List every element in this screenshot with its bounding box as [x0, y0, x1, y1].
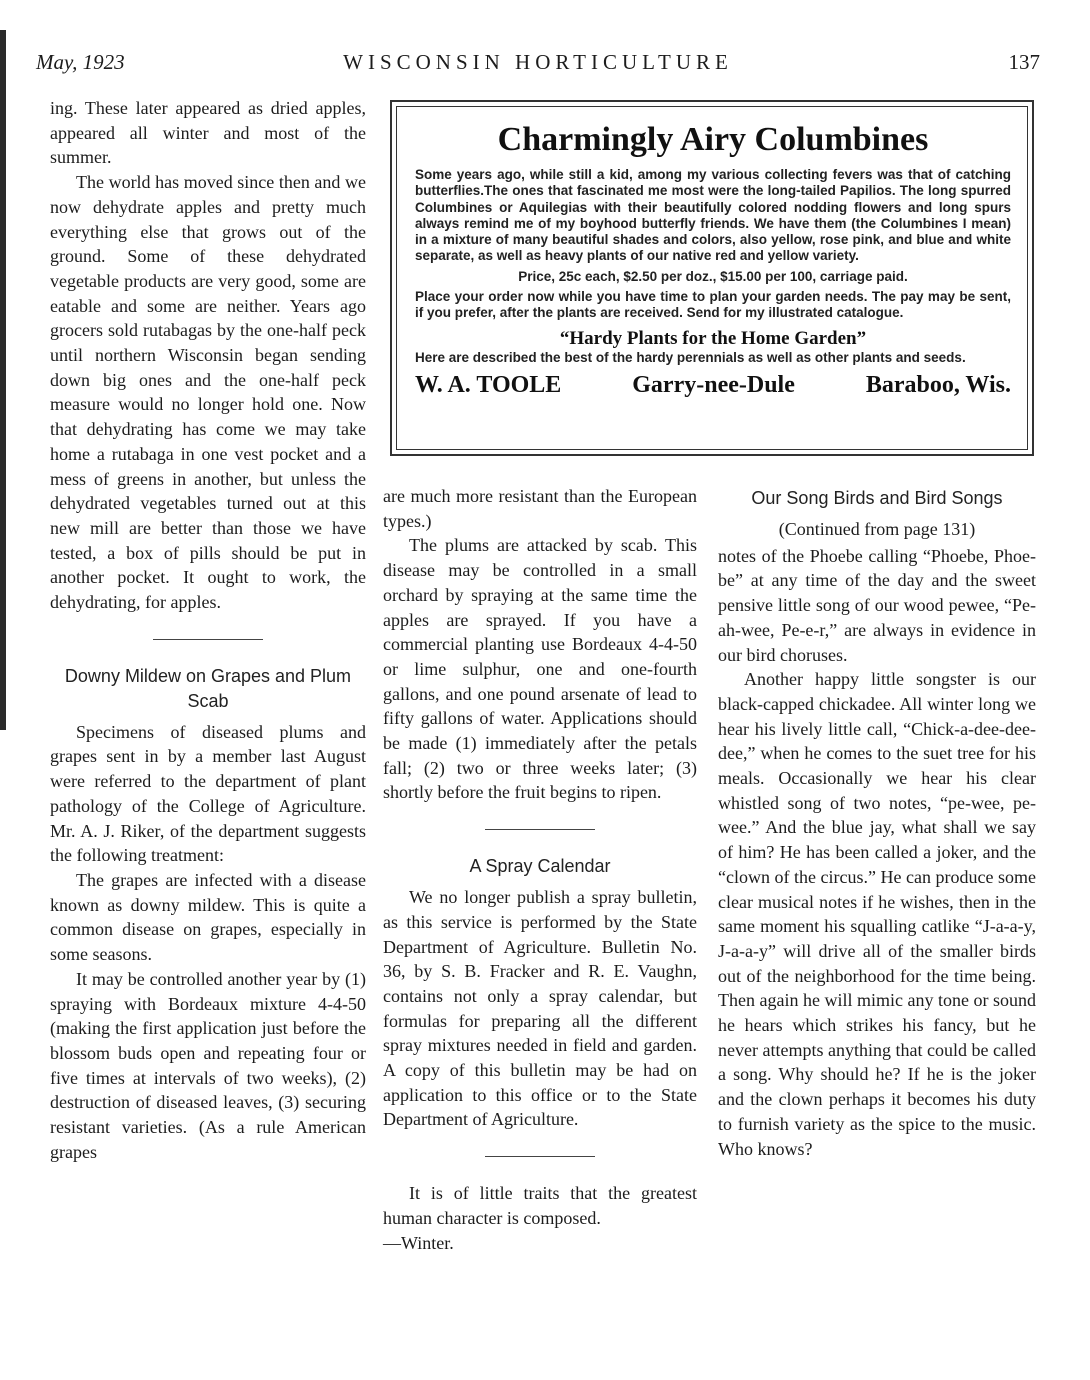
section-divider: [485, 829, 595, 830]
article-paragraph: ing. These later appeared as dried apples, appeared all winter and most of the summer.: [50, 98, 366, 168]
ad-catalogue-title: “Hardy Plants for the Home Garden”: [559, 327, 867, 349]
article-paragraph: Another happy little songster is our black-capped chickadee. All winter long we hear his lively little call, “Chick-a-dee-dee-dee,” when he comes to the suet tree for his meals. Occasionally we hear his clear whistled song of two notes, “pe-wee, pe-wee.” And the blue jay, what shall we say of him? He has been called a joker, and the “clown of the circus.” He can produce some clear musical notes if he wishes, then in the same moment his squalling catlike “J-a-a-y, J-a-a-y” will drive all of the smaller birds out of the neighborhood for the time being. Then again he will mimic any tone or sound he hears which strikes his fancy, but he never attempts anything that could be called a song. Why should he? If he is the joker and the clown perhaps it becomes his duty to furnish variety as the spice to the music. Who knows?: [718, 669, 1036, 1159]
article-paragraph: The world has moved since then and we now dehydrate apples and pretty much everything else that grows out of the ground. Some of these dehydrated vegetable products are very good, some are eatable and some are neither. Years ago grocers sold rutabagas by the one-half peck until northern Wisconsin began sending down big ones and the one-half peck measure would no longer hold one. Now that dehydrating has come we may take home a rutabaga in one vest pocket and a mess of greens in another, but unless the dehydrated vegetables turned out at this new mill are better than those we have tested, a box of pills should be put in another pocket. It ought to work, the dehydrating, for apples.: [50, 172, 366, 613]
farm-name: Garry-nee-Dule: [632, 371, 795, 398]
article-paragraph: The grapes are infected with a disease known as downy mildew. This is quite a common disease on grapes, especially in some seasons.: [50, 869, 366, 965]
section-divider: [485, 1156, 595, 1157]
article-paragraph: We no longer publish a spray bulletin, as this service is performed by the State Department of Agriculture. Bulletin No. 36, by S. B. Fracker and R. E. Vaughn, contains not only a spray calendar, but formulas for preparing all the different spray mixtures needed in field and garden. A copy of this bulletin may be had on application to this office or to the State Department of Agriculture.: [383, 887, 697, 1130]
spray-calendar-heading: A Spray Calendar: [469, 856, 611, 877]
issue-date: May, 1923: [36, 50, 125, 74]
columbines-advertisement: [390, 100, 1034, 456]
section-divider: [153, 639, 263, 640]
quote-author: —Winter.: [383, 1232, 454, 1253]
downy-mildew-heading: Downy Mildew on Grapes and Plum Scab: [64, 665, 352, 711]
article-paragraph: Specimens of diseased plums and grapes sent in by a member last August were referred to the department of plant pathology of the College of Agriculture. Mr. A. J. Riker, of the department suggests the following treatment:: [50, 721, 366, 866]
right-column: [718, 484, 1036, 1161]
left-column: [50, 96, 366, 1164]
article-paragraph: The plums are attacked by scab. This disease may be controlled in a small orchard by spraying at the same time the apples are sprayed. If you have a commercial planting use Bordeaux 4-4-50 or lime sulphur, one and one-fourth gallons, and one pound arsenate of lead to fifty gallons of water. Applications should be made (1) immediately after the petals fall; (2) two or three weeks later; (3) shortly before the fruit begins to ripen.: [383, 535, 697, 803]
article-paragraph: It may be controlled another year by (1) spraying with Bordeaux mixture 4-4-50 (making the first application just before the blossom buds open and repeating four or five times at intervals of two weeks), (2) destruction of diseased leaves, (3) securing resistant varieties. (As a rule American grapes: [50, 968, 366, 1162]
ad-body: [415, 167, 1011, 322]
ad-order-text: Place your order now while you have time to plan your garden needs. The pay may be sent, if you prefer, after the plants are received. Send for my illustrated catalogue.: [415, 289, 1011, 321]
quote-text: It is of little traits that the greatest human character is composed.: [383, 1183, 697, 1228]
page-edge-shadow: [0, 30, 6, 730]
middle-column: [383, 484, 697, 1255]
song-birds-heading: Our Song Birds and Bird Songs: [751, 488, 1003, 508]
ad-title: Charmingly Airy Columbines: [497, 121, 929, 158]
article-paragraph: are much more resistant than the European types.): [383, 486, 697, 531]
article-paragraph: notes of the Phoebe calling “Phoebe, Phoe-be” at any time of the day and the sweet pensive little song of our wood pewee, “Pe-ah-wee, Pe-e-r,” are always in evidence in our bird choruses.: [718, 545, 1036, 665]
journal-title: WISCONSIN HORTICULTURE: [343, 50, 733, 74]
page-number: 137: [1008, 50, 1040, 74]
ad-inner-border: [396, 106, 1028, 450]
advertiser-location: Baraboo, Wis.: [865, 371, 1011, 398]
page-header: [36, 48, 1040, 82]
continued-note: (Continued from page 131): [778, 519, 976, 539]
ad-description: Some years ago, while still a kid, among my various collecting fevers was that of catching butterflies.The ones that fascinated me most were the long-tailed Papilios. The long spurred Columbines or Aquilegias with their beautifully colored nodding flowers and long spurs always remind me of my boyhood butterfly friends. We have them (the Columbines I mean) in a mixture of many beautiful shades and colors, also yellow, rose pink, and blue and white separate, as well as heavy plants of our native red and yellow variety.: [415, 167, 1011, 264]
ad-signature: [415, 372, 1011, 399]
ad-price: Price, 25c each, $2.50 per doz., $15.00 per 100, carriage paid.: [518, 268, 908, 284]
advertiser-name: W. A. TOOLE: [415, 371, 562, 398]
ad-catalogue-desc: Here are described the best of the hardy perennials as well as other plants and seeds.: [415, 349, 966, 365]
